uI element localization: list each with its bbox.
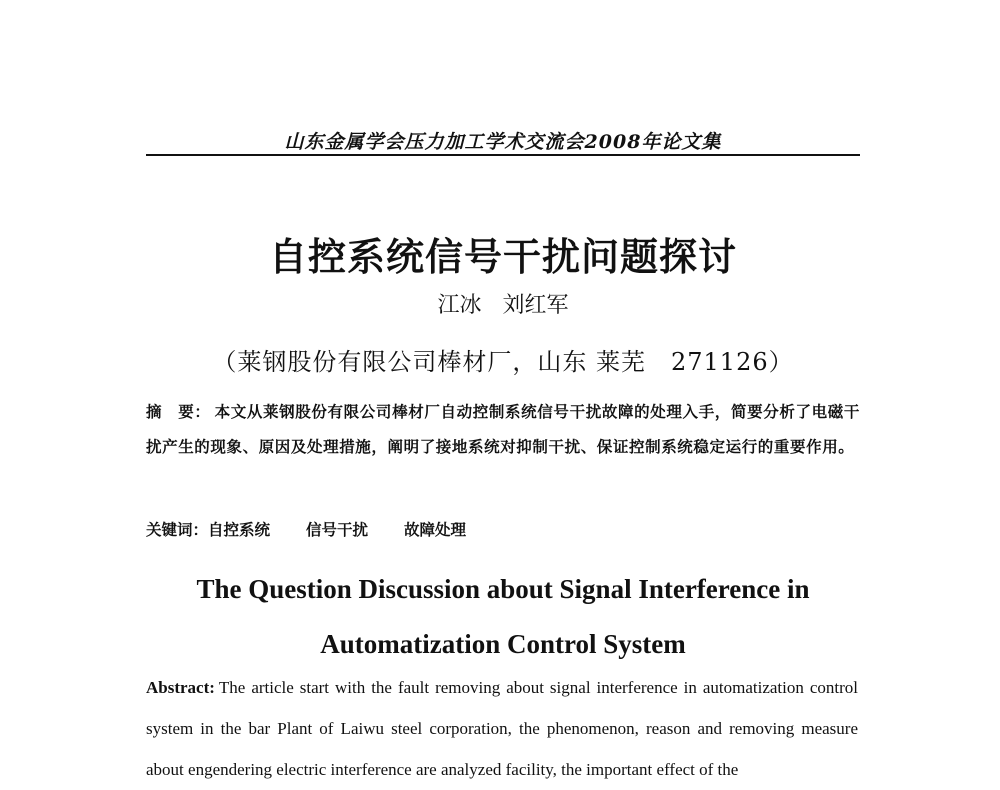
affiliation: （莱钢股份有限公司棒材厂，山东 莱芜 271126） — [212, 348, 794, 376]
author-2: 刘红军 — [502, 293, 569, 318]
chinese-abstract-text: 本文从莱钢股份有限公司棒材厂自动控制系统信号干扰故障的处理入手，简要分析了电磁干扰产生的现象、原因及处理措施，阐明了接地系统对抑制干扰、保证控制系统稳定运行的重要作用。 — [146, 402, 860, 456]
keyword: 信号干扰 — [306, 521, 369, 539]
english-abstract-text: The article start with the fault removing about signal interference in automatization control system in the bar Plant of Laiwu steel corporation, the phenomenon, reason and removing measure about engendering electric interference are analyzed facility, the important effect of the — [146, 678, 858, 779]
authors — [146, 288, 860, 319]
author-1: 江冰 — [437, 293, 482, 318]
english-title-line-2: Automatization Control System — [320, 629, 686, 659]
running-header: 山东金属学会压力加工学术交流会2008年论文集 — [284, 131, 722, 153]
paper-title: 自控系统信号干扰问题探讨 — [268, 235, 737, 279]
english-title-line-1: The Question Discussion about Signal Interference in — [196, 574, 810, 604]
english-abstract — [146, 667, 858, 790]
keyword: 故障处理 — [404, 521, 467, 539]
keyword: 自控系统 — [208, 521, 271, 539]
english-abstract-label: Abstract: — [146, 678, 215, 697]
chinese-abstract — [146, 394, 860, 464]
keywords — [146, 518, 860, 540]
chinese-abstract-label: 摘 要： — [146, 402, 211, 421]
english-title — [146, 562, 860, 672]
header-rule — [146, 154, 860, 156]
keywords-label: 关键词： — [146, 521, 209, 539]
